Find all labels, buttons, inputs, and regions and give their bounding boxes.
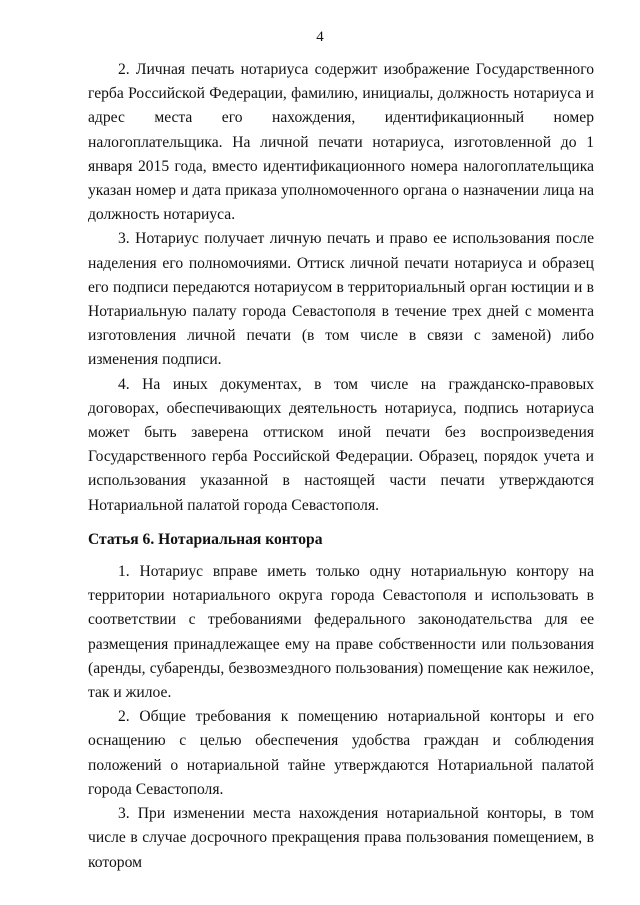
article-paragraph-1: 1. Нотариус вправе иметь только одну нотариальную контору на территории нотариального округа города Севастополя и использовать в соответствии с требованиями федерального законодательства для ее размещения принадлежащее ему на праве собственности или пользования (аренды, субаренды, безвозмездного пользования) помещение как нежилое, так и жилое. [88, 563, 594, 702]
paragraph-4: 4. На иных документах, в том числе на гражданско-правовых договорах, обеспечивающих деятельность нотариуса, подпись нотариуса может быть заверена оттиском иной печати без воспроизведения Государственного герба Российской Федерации. Образец, порядок учета и использования указанной в настоящей части печати утверждаются Нотариальной палатой города Севастополя. [88, 375, 594, 514]
article-heading: Статья 6. Нотариальная контора [88, 530, 323, 548]
document-body [88, 58, 594, 875]
article-paragraph-2: 2. Общие требования к помещению нотариальной конторы и его оснащению с целью обеспечения удобства граждан и соблюдения положений о нотариальной тайне утверждаются Нотариальной палатой города Севастополя. [88, 708, 594, 798]
article-paragraph-3: 3. При изменении места нахождения нотариальной конторы, в том числе в случае досрочного прекращения права пользования помещением, в котором [88, 805, 594, 871]
paragraph-2: 2. Личная печать нотариуса содержит изображение Государственного герба Российской Федерации, фамилию, инициалы, должность нотариуса и адрес места его нахождения, идентификационный номер налогоплательщика. На личной печати нотариуса, изготовленной до 1 января 2015 года, вместо идентификационного номера налогоплательщика указан номер и дата приказа уполномоченного органа о назначении лица на должность нотариуса. [88, 61, 594, 224]
page-number: 4 [316, 29, 324, 45]
paragraph-3: 3. Нотариус получает личную печать и право ее использования после наделения его полномочиями. Оттиск личной печати нотариуса и образец его подписи передаются нотариусом в территориальный орган юстиции и в Нотариальную палату города Севастополя в течение трех дней с момента изготовления личной печати (в том числе в связи с заменой) либо изменения подписи. [88, 230, 594, 369]
